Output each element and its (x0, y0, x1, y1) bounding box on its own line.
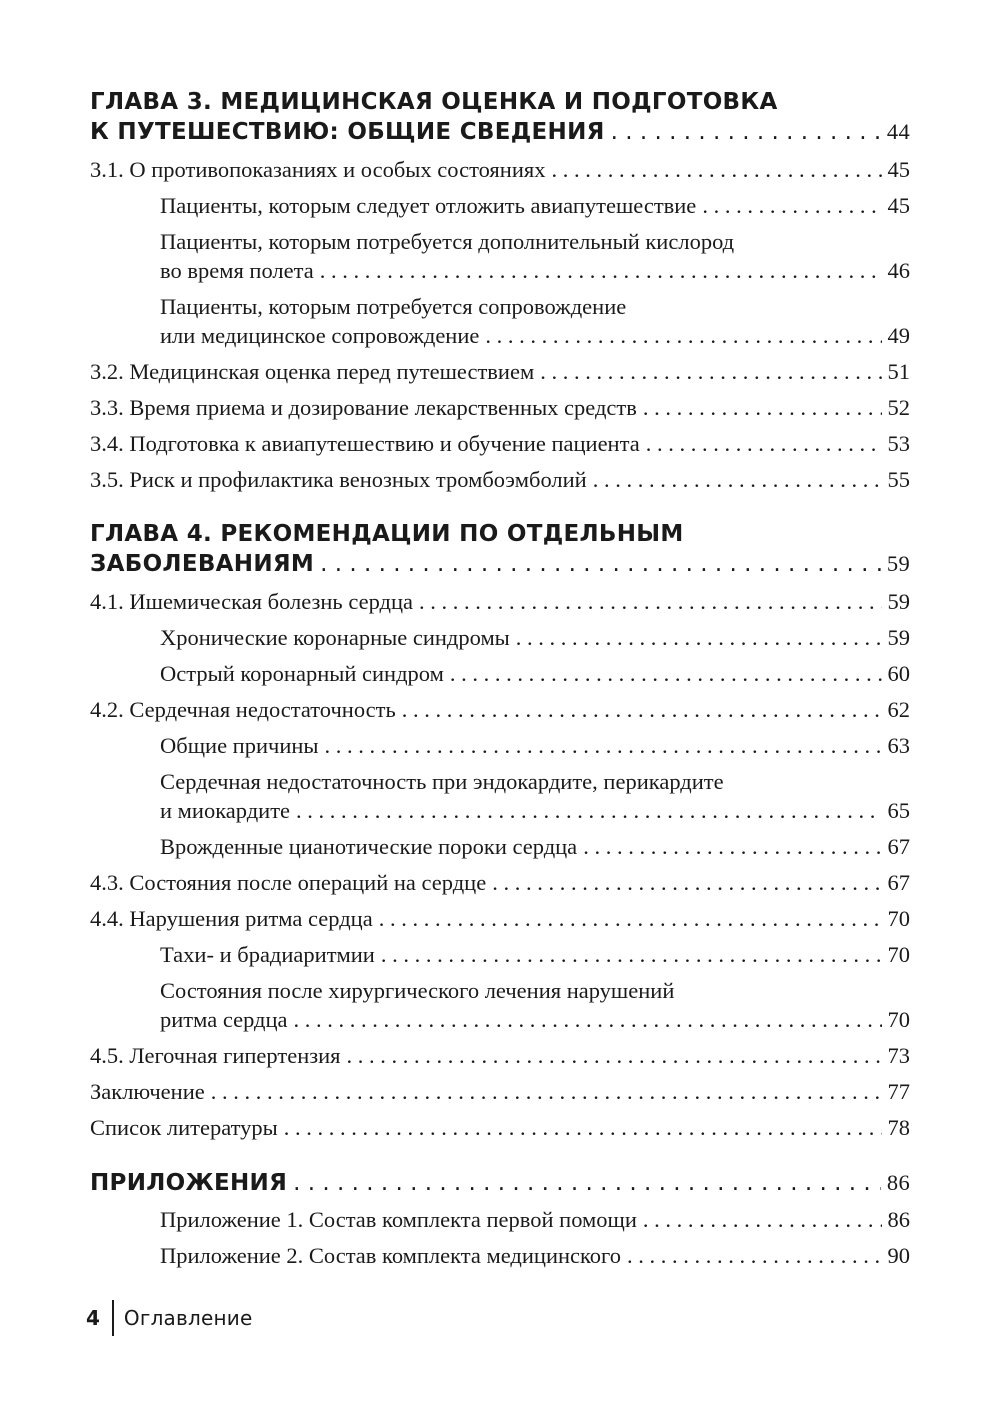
leader-dots (492, 868, 881, 897)
toc-entry-title-line2: или медицинское сопровождение (160, 323, 480, 348)
leader-dots (646, 429, 882, 458)
toc-entry-page: 45 (887, 193, 910, 218)
toc-entry-page: 59 (887, 589, 910, 614)
leader-dots (540, 357, 881, 386)
toc-entry-title: Общие причины (160, 733, 319, 758)
toc-entry-page: 52 (887, 395, 910, 420)
toc-entry-4-1 (90, 587, 910, 616)
toc-entry-page: 70 (887, 942, 910, 967)
toc-entry-page: 67 (887, 870, 910, 895)
toc-entry-title: Тахи- и брадиаритмии (160, 942, 375, 967)
toc-subentry (90, 1205, 910, 1234)
toc-entry-page: 65 (887, 798, 910, 823)
toc-subentry (90, 976, 910, 1034)
toc-entry-title: Список литературы (90, 1115, 278, 1140)
toc-entry-title: 4.4. Нарушения ритма сердца (90, 906, 373, 931)
toc-entry-page: 70 (887, 1007, 910, 1032)
toc-subentry (90, 940, 910, 969)
toc-entry-page: 53 (887, 431, 910, 456)
toc-entry-page: 55 (887, 467, 910, 492)
leader-dots (294, 1005, 882, 1034)
toc-entry-4-3 (90, 868, 910, 897)
toc-entry-title: 4.5. Легочная гипертензия (90, 1043, 341, 1068)
toc-subentry (90, 832, 910, 861)
chapter-3-page: 44 (886, 119, 910, 144)
leader-dots (381, 940, 882, 969)
toc-entry-title-line2: и миокардите (160, 798, 291, 823)
toc-entry-title: Острый коронарный синдром (160, 661, 444, 686)
toc-entry-page: 62 (887, 697, 910, 722)
chapter-4-heading (90, 520, 910, 579)
leader-dots (296, 796, 881, 825)
footer-divider (112, 1300, 114, 1336)
toc-entry-page: 70 (887, 906, 910, 931)
leader-dots (583, 832, 881, 861)
table-of-contents (90, 88, 910, 1296)
chapter-3-title-line1: ГЛАВА 3. МЕДИЦИНСКАЯ ОЦЕНКА И ПОДГОТОВКА (90, 89, 778, 115)
toc-entry-3-5 (90, 465, 910, 494)
toc-entry-title: 3.4. Подготовка к авиапутешествию и обучение пациента (90, 431, 640, 456)
page-footer (86, 1302, 252, 1334)
toc-entry-title-line1: Пациенты, которым потребуется дополнительный кислород (160, 229, 735, 254)
toc-subentry (90, 731, 910, 760)
toc-entry-title: 3.3. Время приема и дозирование лекарственных средств (90, 395, 637, 420)
toc-entry-title: Заключение (90, 1079, 205, 1104)
toc-entry-title-line1: Пациенты, которым потребуется сопровождение (160, 294, 627, 319)
chapter-3-title-line2: К ПУТЕШЕСТВИЮ: ОБЩИЕ СВЕДЕНИЯ (90, 119, 605, 145)
toc-entry-page: 59 (887, 625, 910, 650)
leader-dots (320, 256, 882, 285)
toc-entry-page: 90 (887, 1243, 910, 1268)
toc-entry-4-2 (90, 695, 910, 724)
toc-entry-title: Пациенты, которым следует отложить авиапутешествие (160, 193, 697, 218)
toc-subentry (90, 623, 910, 652)
leader-dots (379, 904, 882, 933)
chapter-4-title-line1: ГЛАВА 4. РЕКОМЕНДАЦИИ ПО ОТДЕЛЬНЫМ (90, 521, 684, 547)
chapter-4-page: 59 (886, 551, 910, 576)
toc-entry-title-line2: ритма сердца (160, 1007, 288, 1032)
leader-dots (450, 659, 882, 688)
leader-dots (284, 1113, 882, 1142)
toc-entry-page: 63 (887, 733, 910, 758)
leader-dots (325, 731, 882, 760)
toc-entry-4-5 (90, 1041, 910, 1070)
toc-entry-page: 73 (887, 1043, 910, 1068)
toc-entry-page: 49 (887, 323, 910, 348)
leader-dots (551, 155, 881, 184)
toc-entry-4-4 (90, 904, 910, 933)
toc-entry-3-2 (90, 357, 910, 386)
leader-dots (293, 1169, 881, 1198)
toc-entry-3-1 (90, 155, 910, 184)
toc-entry-conclusion (90, 1077, 910, 1106)
toc-entry-title: 4.1. Ишемическая болезнь сердца (90, 589, 413, 614)
toc-entry-title: Приложение 2. Состав комплекта медицинского (160, 1243, 621, 1268)
toc-subentry (90, 659, 910, 688)
leader-dots (643, 393, 882, 422)
leader-dots (516, 623, 882, 652)
toc-entry-page: 51 (887, 359, 910, 384)
chapter-3-heading (90, 88, 910, 147)
appendices-heading (90, 1168, 910, 1198)
appendices-page: 86 (886, 1170, 910, 1195)
leader-dots (320, 550, 881, 579)
toc-subentry (90, 1241, 910, 1270)
toc-entry-page: 86 (887, 1207, 910, 1232)
appendices-section (90, 1168, 910, 1270)
appendices-title: ПРИЛОЖЕНИЯ (90, 1170, 288, 1196)
toc-entry-title: 3.1. О противопоказаниях и особых состояниях (90, 157, 546, 182)
toc-entry-title-line1: Состояния после хирургического лечения нарушений (160, 978, 675, 1003)
leader-dots (702, 191, 881, 220)
toc-entry-title: 3.5. Риск и профилактика венозных тромбоэмболий (90, 467, 587, 492)
running-section-label: Оглавление (123, 1306, 253, 1330)
toc-entry-title: Приложение 1. Состав комплекта первой помощи (160, 1207, 637, 1232)
toc-entry-title: Хронические коронарные синдромы (160, 625, 510, 650)
toc-subentry (90, 227, 910, 285)
leader-dots (611, 118, 881, 147)
chapter-4-title-line2: ЗАБОЛЕВАНИЯМ (90, 551, 315, 577)
toc-entry-references (90, 1113, 910, 1142)
toc-entry-page: 45 (887, 157, 910, 182)
leader-dots (485, 321, 881, 350)
toc-entry-title-line1: Сердечная недостаточность при эндокардите, перикардите (160, 769, 724, 794)
toc-subentry (90, 767, 910, 825)
toc-entry-title: 4.2. Сердечная недостаточность (90, 697, 396, 722)
toc-entry-3-4 (90, 429, 910, 458)
leader-dots (211, 1077, 882, 1106)
chapter-3-section (90, 88, 910, 494)
leader-dots (347, 1041, 882, 1070)
toc-entry-page: 60 (887, 661, 910, 686)
leader-dots (627, 1241, 882, 1270)
leader-dots (419, 587, 882, 616)
toc-entry-page: 67 (887, 834, 910, 859)
toc-subentry (90, 191, 910, 220)
chapter-4-section (90, 520, 910, 1142)
toc-entry-page: 77 (887, 1079, 910, 1104)
toc-subentry (90, 292, 910, 350)
toc-entry-page: 78 (887, 1115, 910, 1140)
toc-entry-title: 3.2. Медицинская оценка перед путешествием (90, 359, 535, 384)
toc-entry-page: 46 (887, 258, 910, 283)
leader-dots (593, 465, 882, 494)
toc-entry-3-3 (90, 393, 910, 422)
page-number: 4 (86, 1306, 100, 1330)
leader-dots (402, 695, 882, 724)
leader-dots (643, 1205, 882, 1234)
toc-entry-title-line2: во время полета (160, 258, 314, 283)
toc-entry-title: 4.3. Состояния после операций на сердце (90, 870, 487, 895)
toc-entry-title: Врожденные цианотические пороки сердца (160, 834, 578, 859)
